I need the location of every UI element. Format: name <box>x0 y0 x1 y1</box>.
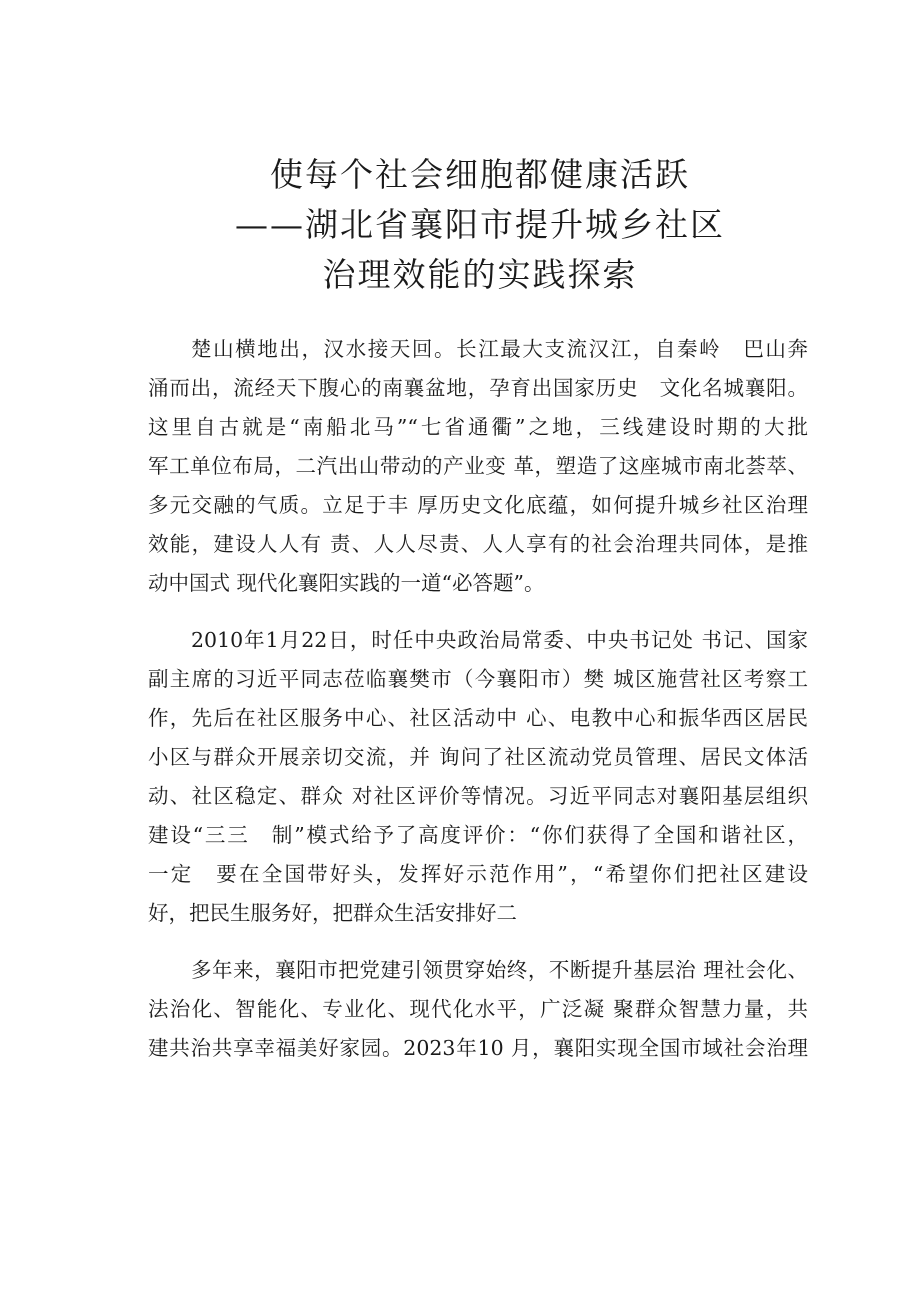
text-line: 多元交融的气质。立足于丰 厚历史文化底蕴，如何提升城乡社区治理 <box>148 493 808 517</box>
text-line: 这里自古就是“南船北马”“七省通衢”之地，三线建设时期的大批 <box>148 415 808 439</box>
text-line: 动、社区稳定、群众 对社区评价等情况。习近平同志对襄阳基层组织 <box>148 784 808 808</box>
paragraph-2 <box>148 621 808 933</box>
document-body <box>148 330 808 1068</box>
paragraph-3 <box>148 951 808 1068</box>
text-line: 建设“三三 制”模式给予了高度评价：“你们获得了全国和谐社区， <box>148 823 808 847</box>
text-line: 动中国式 现代化襄阳实践的一道“必答题”。 <box>148 571 545 595</box>
text-line: 楚山横地出，汉水接天回。长江最大支流汉江，自秦岭 巴山奔 <box>191 337 808 361</box>
text-line: 效能，建设人人有 责、人人尽责、人人享有的社会治理共同体，是推 <box>148 532 808 556</box>
paragraph-gap <box>148 603 808 621</box>
title-line-main: 使每个社会细胞都健康活跃 <box>270 155 690 194</box>
text-line: 军工单位布局，二汽出山带动的产业变 革，塑造了这座城市南北荟萃、 <box>148 454 808 478</box>
text-line: 多年来，襄阳市把党建引领贯穿始终，不断提升基层治 理社会化、 <box>191 958 808 982</box>
text-line: 作，先后在社区服务中心、社区活动中 心、电教中心和振华西区居民 <box>148 706 808 730</box>
title-line-subtitle-cont: 治理效能的实践探索 <box>322 255 638 294</box>
text-line: 一定 要在全国带好头，发挥好示范作用”，“希望你们把社区建设 <box>148 862 808 886</box>
title-line-subtitle: ——湖北省襄阳市提升城乡社区 <box>235 205 725 244</box>
text-line: 好，把民生服务好，把群众生活安排好二 <box>148 901 517 925</box>
paragraph-gap <box>148 933 808 951</box>
document-title <box>150 150 810 300</box>
paragraph-1 <box>148 330 808 603</box>
text-line: 建共治共享幸福美好家园。2023年10 月，襄阳实现全国市域社会治理 <box>148 1036 808 1060</box>
text-line: 涌而出，流经天下腹心的南襄盆地，孕育出国家历史 文化名城襄阳。 <box>148 376 808 400</box>
text-line: 2010年1月22日，时任中央政治局常委、中央书记处 书记、国家 <box>191 628 808 652</box>
text-line: 副主席的习近平同志莅临襄樊市（今襄阳市）樊 城区施营社区考察工 <box>148 667 808 691</box>
text-line: 法治化、智能化、专业化、现代化水平，广泛凝 聚群众智慧力量，共 <box>148 997 808 1021</box>
text-line: 小区与群众开展亲切交流，并 询问了社区流动党员管理、居民文体活 <box>148 745 808 769</box>
